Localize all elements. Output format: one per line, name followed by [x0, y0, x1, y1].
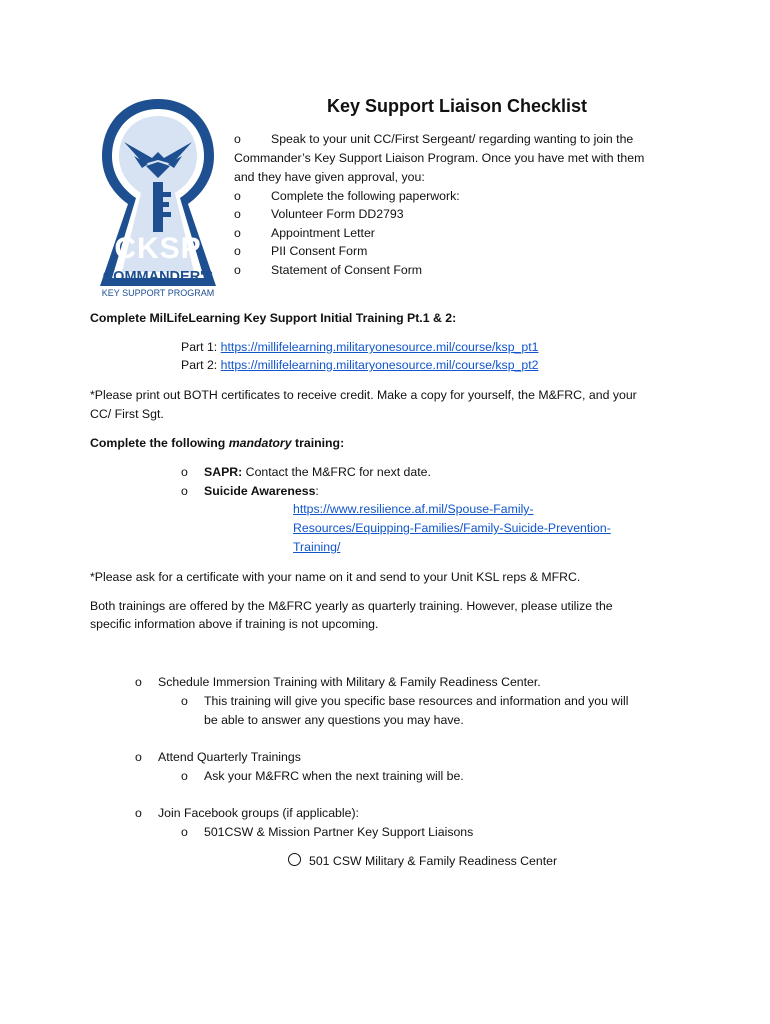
- step-immersion-training: Schedule Immersion Training with Military & Family Readiness Center.: [158, 675, 541, 689]
- facebook-group-key-support: 501CSW & Mission Partner Key Support Liaisons: [204, 825, 474, 839]
- part-1-link[interactable]: https://millifelearning.militaryonesource.mil/course/ksp_pt1: [220, 340, 539, 354]
- logo-text-commanders: COMMANDER'S: [102, 269, 214, 285]
- page-title: Key Support Liaison Checklist: [326, 96, 588, 116]
- suicide-link-line-1[interactable]: https://www.resilience.af.mil/Spouse-Family-: [293, 502, 534, 516]
- logo-text-cksp: CKSP: [114, 232, 202, 265]
- mandatory-emphasis: mandatory: [228, 436, 292, 450]
- bullet: o: [234, 244, 241, 258]
- step-quarterly-sub: Ask your M&FRC when the next training will be.: [204, 769, 464, 783]
- part-2-label: Part 2:: [181, 358, 221, 372]
- step-immersion-sub-line-1: This training will give you specific base resources and information and you will: [204, 694, 629, 708]
- suicide-link-line-3[interactable]: Training/: [293, 540, 341, 554]
- sapr-label: SAPR:: [204, 465, 243, 479]
- bullet: o: [181, 769, 188, 783]
- intro-line-3: and they have given approval, you:: [234, 170, 425, 184]
- suicide-item: [204, 482, 319, 501]
- print-note-line-1: *Please print out BOTH certificates to receive credit. Make a copy for yourself, the M&FRC, and your: [90, 388, 637, 402]
- training-heading: Complete MilLifeLearning Key Support Initial Training Pt.1 & 2:: [90, 311, 457, 325]
- bullet: o: [234, 132, 241, 146]
- step-immersion-sub-line-2: be able to answer any questions you may have.: [204, 713, 464, 727]
- suicide-label: Suicide Awareness: [204, 484, 316, 498]
- part-2-line: [181, 356, 538, 375]
- bullet: o: [135, 675, 142, 689]
- intro-line-2: Commander’s Key Support Liaison Program. Once you have met with them: [234, 151, 645, 165]
- circle-bullet-icon: [288, 853, 301, 866]
- bullet: o: [181, 825, 188, 839]
- facebook-group-mfrc: 501 CSW Military & Family Readiness Center: [309, 854, 558, 868]
- intro-item-statement-of-consent: Statement of Consent Form: [271, 263, 423, 277]
- logo-text-key-support-program: KEY SUPPORT PROGRAM: [101, 288, 215, 298]
- mandatory-prefix: Complete the following: [90, 436, 229, 450]
- mandatory-suffix: training:: [291, 436, 345, 450]
- bullet: o: [234, 189, 241, 203]
- intro-item-paperwork: Complete the following paperwork:: [271, 189, 460, 203]
- print-note-line-2: CC/ First Sgt.: [90, 407, 164, 421]
- part-1-label: Part 1:: [181, 340, 221, 354]
- bullet: o: [181, 465, 188, 479]
- bullet: o: [234, 226, 241, 240]
- bullet: o: [135, 806, 142, 820]
- step-quarterly-trainings: Attend Quarterly Trainings: [158, 750, 301, 764]
- offered-note-line-2: specific information above if training is not upcoming.: [90, 617, 379, 631]
- intro-item-dd2793: Volunteer Form DD2793: [271, 207, 404, 221]
- part-1-line: [181, 338, 538, 357]
- bullet: o: [181, 484, 188, 498]
- intro-item-pii-consent: PII Consent Form: [271, 244, 368, 258]
- part-2-link[interactable]: https://millifelearning.militaryonesource.mil/course/ksp_pt2: [220, 358, 539, 372]
- mandatory-heading: [90, 434, 344, 453]
- sapr-text: Contact the M&FRC for next date.: [242, 465, 431, 479]
- sapr-item: [204, 463, 431, 482]
- certificate-note: *Please ask for a certificate with your name on it and send to your Unit KSL reps & MFRC.: [90, 570, 581, 584]
- intro-item-appointment-letter: Appointment Letter: [271, 226, 375, 240]
- bullet: o: [234, 207, 241, 221]
- step-facebook-groups: Join Facebook groups (if applicable):: [158, 806, 359, 820]
- suicide-link-line-2[interactable]: Resources/Equipping-Families/Family-Suicide-Prevention-: [293, 521, 611, 535]
- bullet: o: [234, 263, 241, 277]
- offered-note-line-1: Both trainings are offered by the M&FRC yearly as quarterly training. However, please utilize the: [90, 599, 613, 613]
- intro-line-1: Speak to your unit CC/First Sergeant/ regarding wanting to join the: [271, 132, 634, 146]
- bullet: o: [135, 750, 142, 764]
- suicide-colon: :: [315, 484, 319, 498]
- bullet: o: [181, 694, 188, 708]
